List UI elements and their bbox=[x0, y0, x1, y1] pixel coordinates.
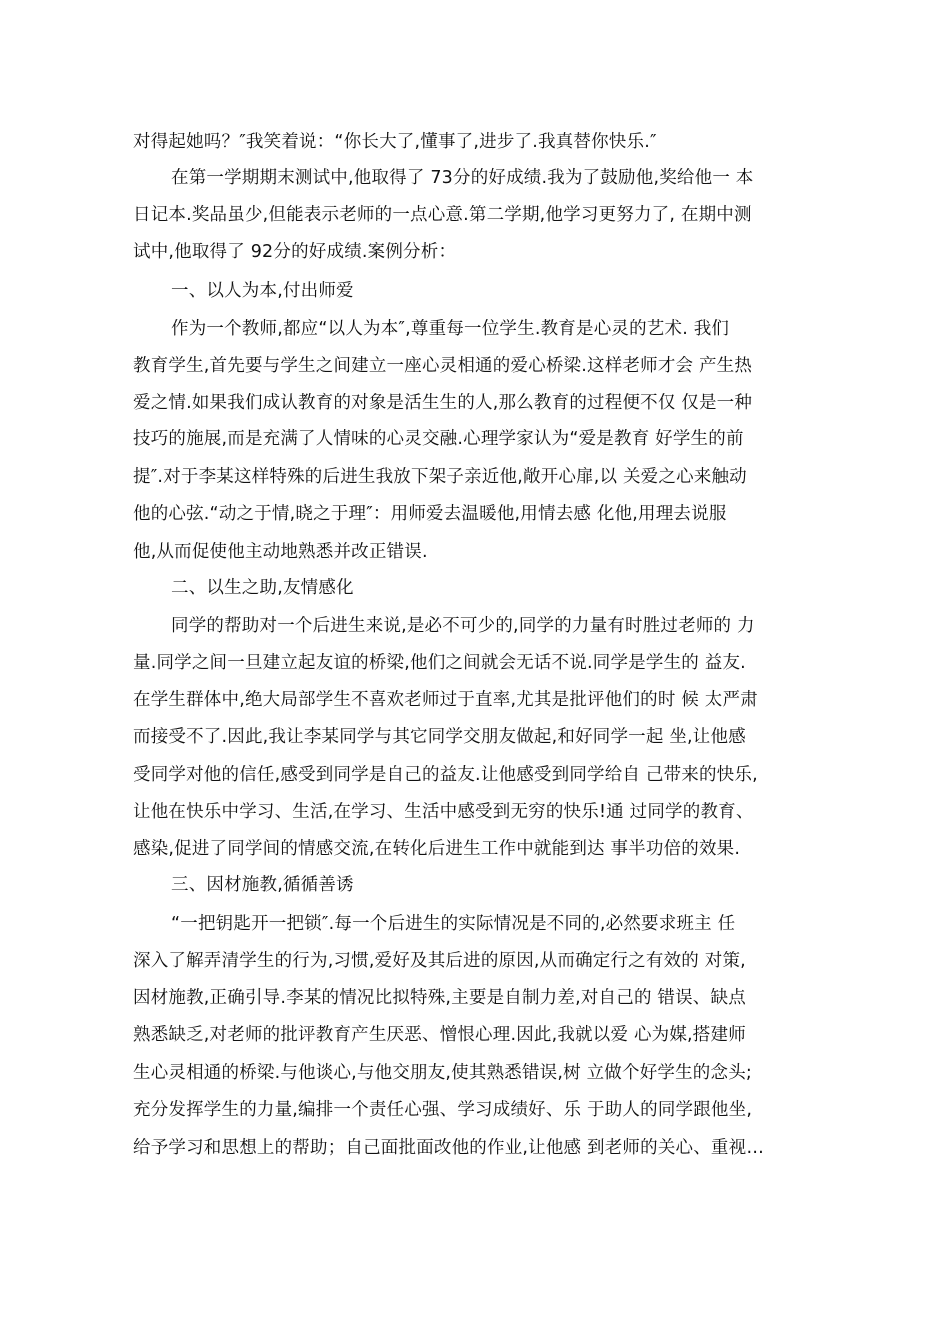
text-line: 技巧的施展,而是充满了人情味的心灵交融.心理学家认为“爱是教育 好学生的前 bbox=[133, 429, 744, 449]
text-line: 爱之情.如果我们成认教育的对象是活生生的人,那么教育的过程便不仅 仅是一种 bbox=[133, 393, 753, 413]
text-line: 作为一个教师,都应“以人为本″,尊重每一位学生.教育是心灵的艺术. 我们 bbox=[171, 319, 730, 339]
text-line: “一把钥匙开一把锁″.每一个后进生的实际情况是不同的,必然要求班主 任 bbox=[171, 914, 736, 934]
text-line: 他,从而促使他主动地熟悉并改正错误. bbox=[133, 542, 428, 562]
text-line: 量.同学之间一旦建立起友谊的桥梁,他们之间就会无话不说.同学是学生的 益友. bbox=[133, 653, 746, 673]
text-line: 充分发挥学生的力量,编排一个责任心强、学习成绩好、乐 于助人的同学跟他坐, bbox=[133, 1100, 753, 1120]
text-line: 让他在快乐中学习、生活,在学习、生活中感受到无穷的快乐!通 过同学的教育、 bbox=[133, 802, 754, 822]
text-line: 生心灵相通的桥梁.与他谈心,与他交朋友,使其熟悉错误,树 立做个好学生的念头; bbox=[133, 1063, 753, 1083]
text-line: 感染,促进了同学间的情感交流,在转化后进生工作中就能到达 事半功倍的效果. bbox=[133, 839, 741, 859]
text-line: 给予学习和思想上的帮助；自己面批面改他的作业,让他感 到老师的关心、重视… bbox=[133, 1138, 765, 1158]
text-line: 在学生群体中,绝大局部学生不喜欢老师过于直率,尤其是批评他们的时 候 太严肃 bbox=[133, 690, 758, 710]
text-line: 因材施教,正确引导.李某的情况比拟特殊,主要是自制力差,对自己的 错误、缺点 bbox=[133, 988, 746, 1008]
text-line: 提″.对于李某这样特殊的后进生我放下架子亲近他,敞开心扉,以 关爱之心来触动 bbox=[133, 467, 747, 487]
text-line: 试中,他取得了 92分的好成绩.案例分析： bbox=[133, 242, 457, 262]
section-heading: 二、以生之助,友情感化 bbox=[171, 578, 354, 598]
text-line: 在第一学期期末测试中,他取得了 73分的好成绩.我为了鼓励他,奖给他一 本 bbox=[171, 168, 754, 188]
section-heading: 一、以人为本,付出师爱 bbox=[171, 281, 354, 301]
text-line: 对得起她吗？″我笑着说：“你长大了,懂事了,进步了.我真替你快乐.″ bbox=[133, 132, 657, 152]
text-line: 受同学对他的信任,感受到同学是自己的益友.让他感受到同学给自 己带来的快乐, bbox=[133, 765, 758, 785]
text-line: 日记本.奖品虽少,但能表示老师的一点心意.第二学期,他学习更努力了, 在期中测 bbox=[133, 205, 752, 225]
text-line: 教育学生,首先要与学生之间建立一座心灵相通的爱心桥梁.这样老师才会 产生热 bbox=[133, 356, 753, 376]
text-line: 深入了解弄清学生的行为,习惯,爱好及其后进的原因,从而确定行之有效的 对策, bbox=[133, 951, 746, 971]
text-line: 熟悉缺乏,对老师的批评教育产生厌恶、憎恨心理.因此,我就以爱 心为媒,搭建师 bbox=[133, 1025, 746, 1045]
text-line: 同学的帮助对一个后进生来说,是必不可少的,同学的力量有时胜过老师的 力 bbox=[171, 616, 755, 636]
text-line: 而接受不了.因此,我让李某同学与其它同学交朋友做起,和好同学一起 坐,让他感 bbox=[133, 727, 746, 747]
text-line: 他的心弦.“动之于情,晓之于理″：用师爱去温暖他,用情去感 化他,用理去说服 bbox=[133, 504, 727, 524]
section-heading: 三、因材施教,循循善诱 bbox=[171, 875, 354, 895]
